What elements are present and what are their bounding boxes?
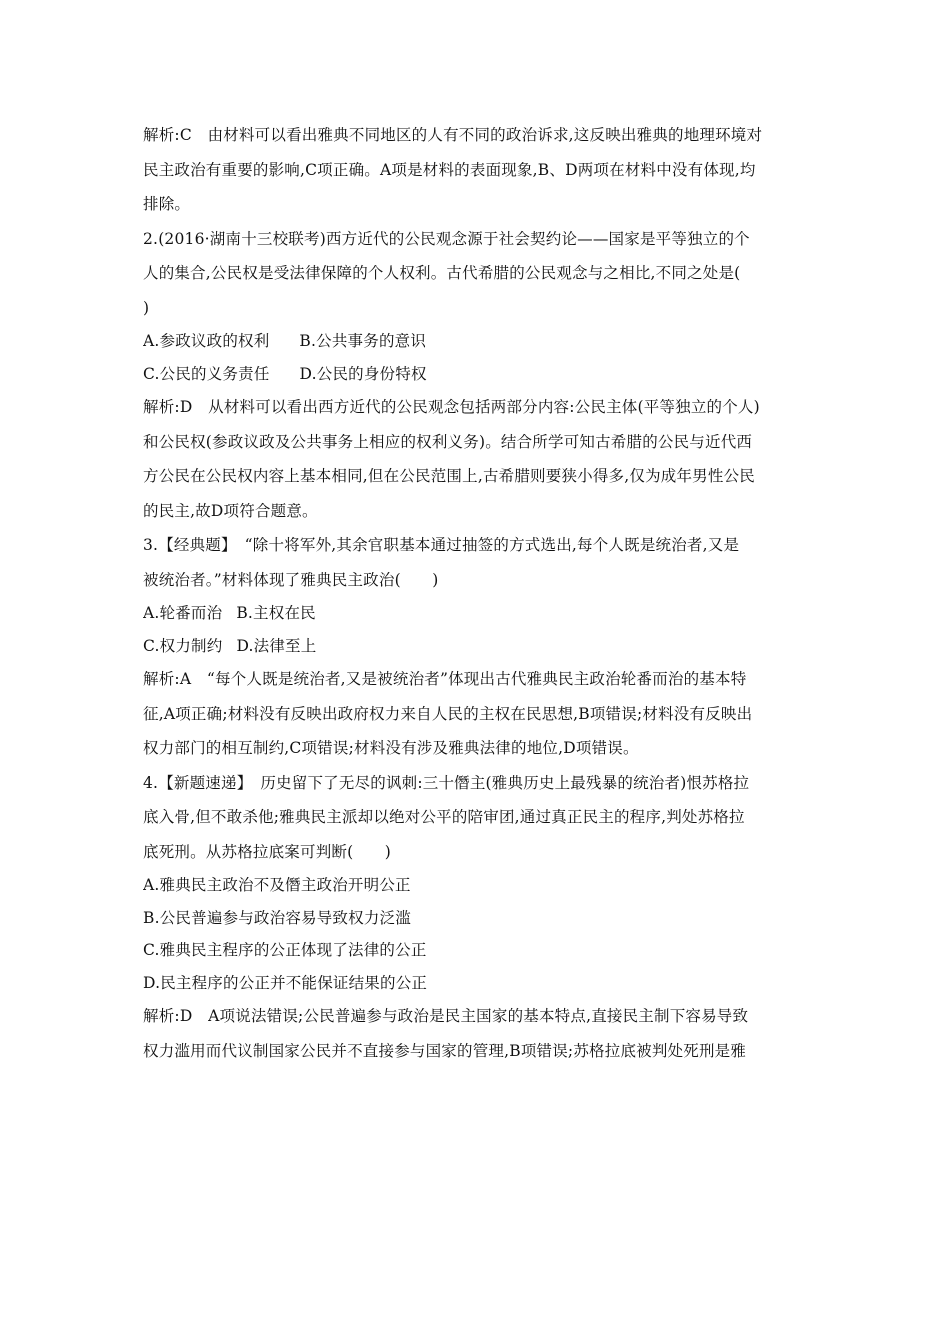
q2-stem-line-1: 2.(2016·湖南十三校联考)西方近代的公民观念源于社会契约论——国家是平等独立的个: [143, 229, 750, 248]
q2-options-row-1: [143, 325, 811, 358]
q1-analysis-line-1: 解析:C 由材料可以看出雅典不同地区的人有不同的政治诉求,这反映出雅典的地理环境对: [143, 126, 763, 144]
q2-analysis-line-1: 解析:D 从材料可以看出西方近代的公民观念包括两部分内容:公民主体(平等独立的个人): [143, 398, 760, 416]
q4-stem-line-1: 4.【新题速递】 历史留下了无尽的讽刺:三十僭主(雅典历史上最残暴的统治者)恨苏格拉: [143, 773, 750, 792]
q4-analysis-line-1: 解析:D A项说法错误;公民普遍参与政治是民主国家的基本特点,直接民主制下容易导致: [143, 1007, 749, 1025]
q3-options-row-2: [143, 630, 811, 663]
q4-option-a: A.雅典民主政治不及僭主政治开明公正: [143, 876, 411, 894]
q2-analysis-line-2: 和公民权(参政议政及公共事务上相应的权利义务)。结合所学可知古希腊的公民与近代西: [143, 432, 753, 451]
q4-stem-line-2: 底入骨,但不敢杀他;雅典民主派却以绝对公平的陪审团,通过真正民主的程序,判处苏格拉: [143, 808, 745, 826]
q2-analysis-line-3: 方公民在公民权内容上基本相同,但在公民范围上,古希腊则要狭小得多,仅为成年男性公民: [143, 467, 755, 485]
q2-option-d: D.公民的身份特权: [299, 364, 427, 383]
q2-option-b: B.公共事务的意识: [299, 332, 427, 350]
q2-stem-line-3: ): [143, 298, 150, 317]
q2-stem-line-2: 人的集合,公民权是受法律保障的个人权利。古代希腊的公民观念与之相比,不同之处是(: [143, 264, 741, 282]
q3-stem-line-1: 3.【经典题】 “除十将军外,其余官职基本通过抽签的方式选出,每个人既是统治者,又是: [143, 536, 740, 554]
q3-stem-line-2: 被统治者。”材料体现了雅典民主政治( ): [143, 570, 439, 589]
q4-analysis-line-2: 权力滥用而代议制国家公民并不直接参与国家的管理,B项错误;苏格拉底被判处死刑是雅: [143, 1041, 747, 1060]
q3-option-c: C.权力制约: [143, 636, 223, 655]
q3-analysis-line-1: 解析:A “每个人既是统治者,又是被统治者”体现出古代雅典民主政治轮番而治的基本特: [143, 670, 747, 688]
document-page: [143, 118, 811, 1068]
q3-option-d: D.法律至上: [236, 636, 317, 655]
q4-option-d: D.民主程序的公正并不能保证结果的公正: [143, 973, 428, 992]
q3-analysis-line-3: 权力部门的相互制约,C项错误;材料没有涉及雅典法律的地位,D项错误。: [143, 739, 639, 757]
q4-option-c: C.雅典民主程序的公正体现了法律的公正: [143, 941, 427, 959]
q2-analysis-line-4: 的民主,故D项符合题意。: [143, 501, 318, 520]
q2-option-c: C.公民的义务责任: [143, 364, 270, 383]
q4-option-b: B.公民普遍参与政治容易导致权力泛滥: [143, 908, 411, 927]
q1-analysis-line-3: 排除。: [143, 195, 191, 213]
q3-option-a: A.轮番而治: [143, 604, 223, 622]
q3-analysis-line-2: 征,A项正确;材料没有反映出政府权力来自人民的主权在民思想,B项错误;材料没有反映出: [143, 704, 753, 723]
q4-stem-line-3: 底死刑。从苏格拉底案可判断( ): [143, 842, 391, 861]
q3-option-b: B.主权在民: [236, 604, 316, 622]
q3-options-row-1: [143, 597, 811, 630]
q1-analysis-line-2: 民主政治有重要的影响,C项正确。A项是材料的表面现象,B、D两项在材料中没有体现,均: [143, 160, 756, 179]
q2-option-a: A.参政议政的权利: [143, 332, 270, 350]
q2-options-row-2: [143, 358, 811, 391]
